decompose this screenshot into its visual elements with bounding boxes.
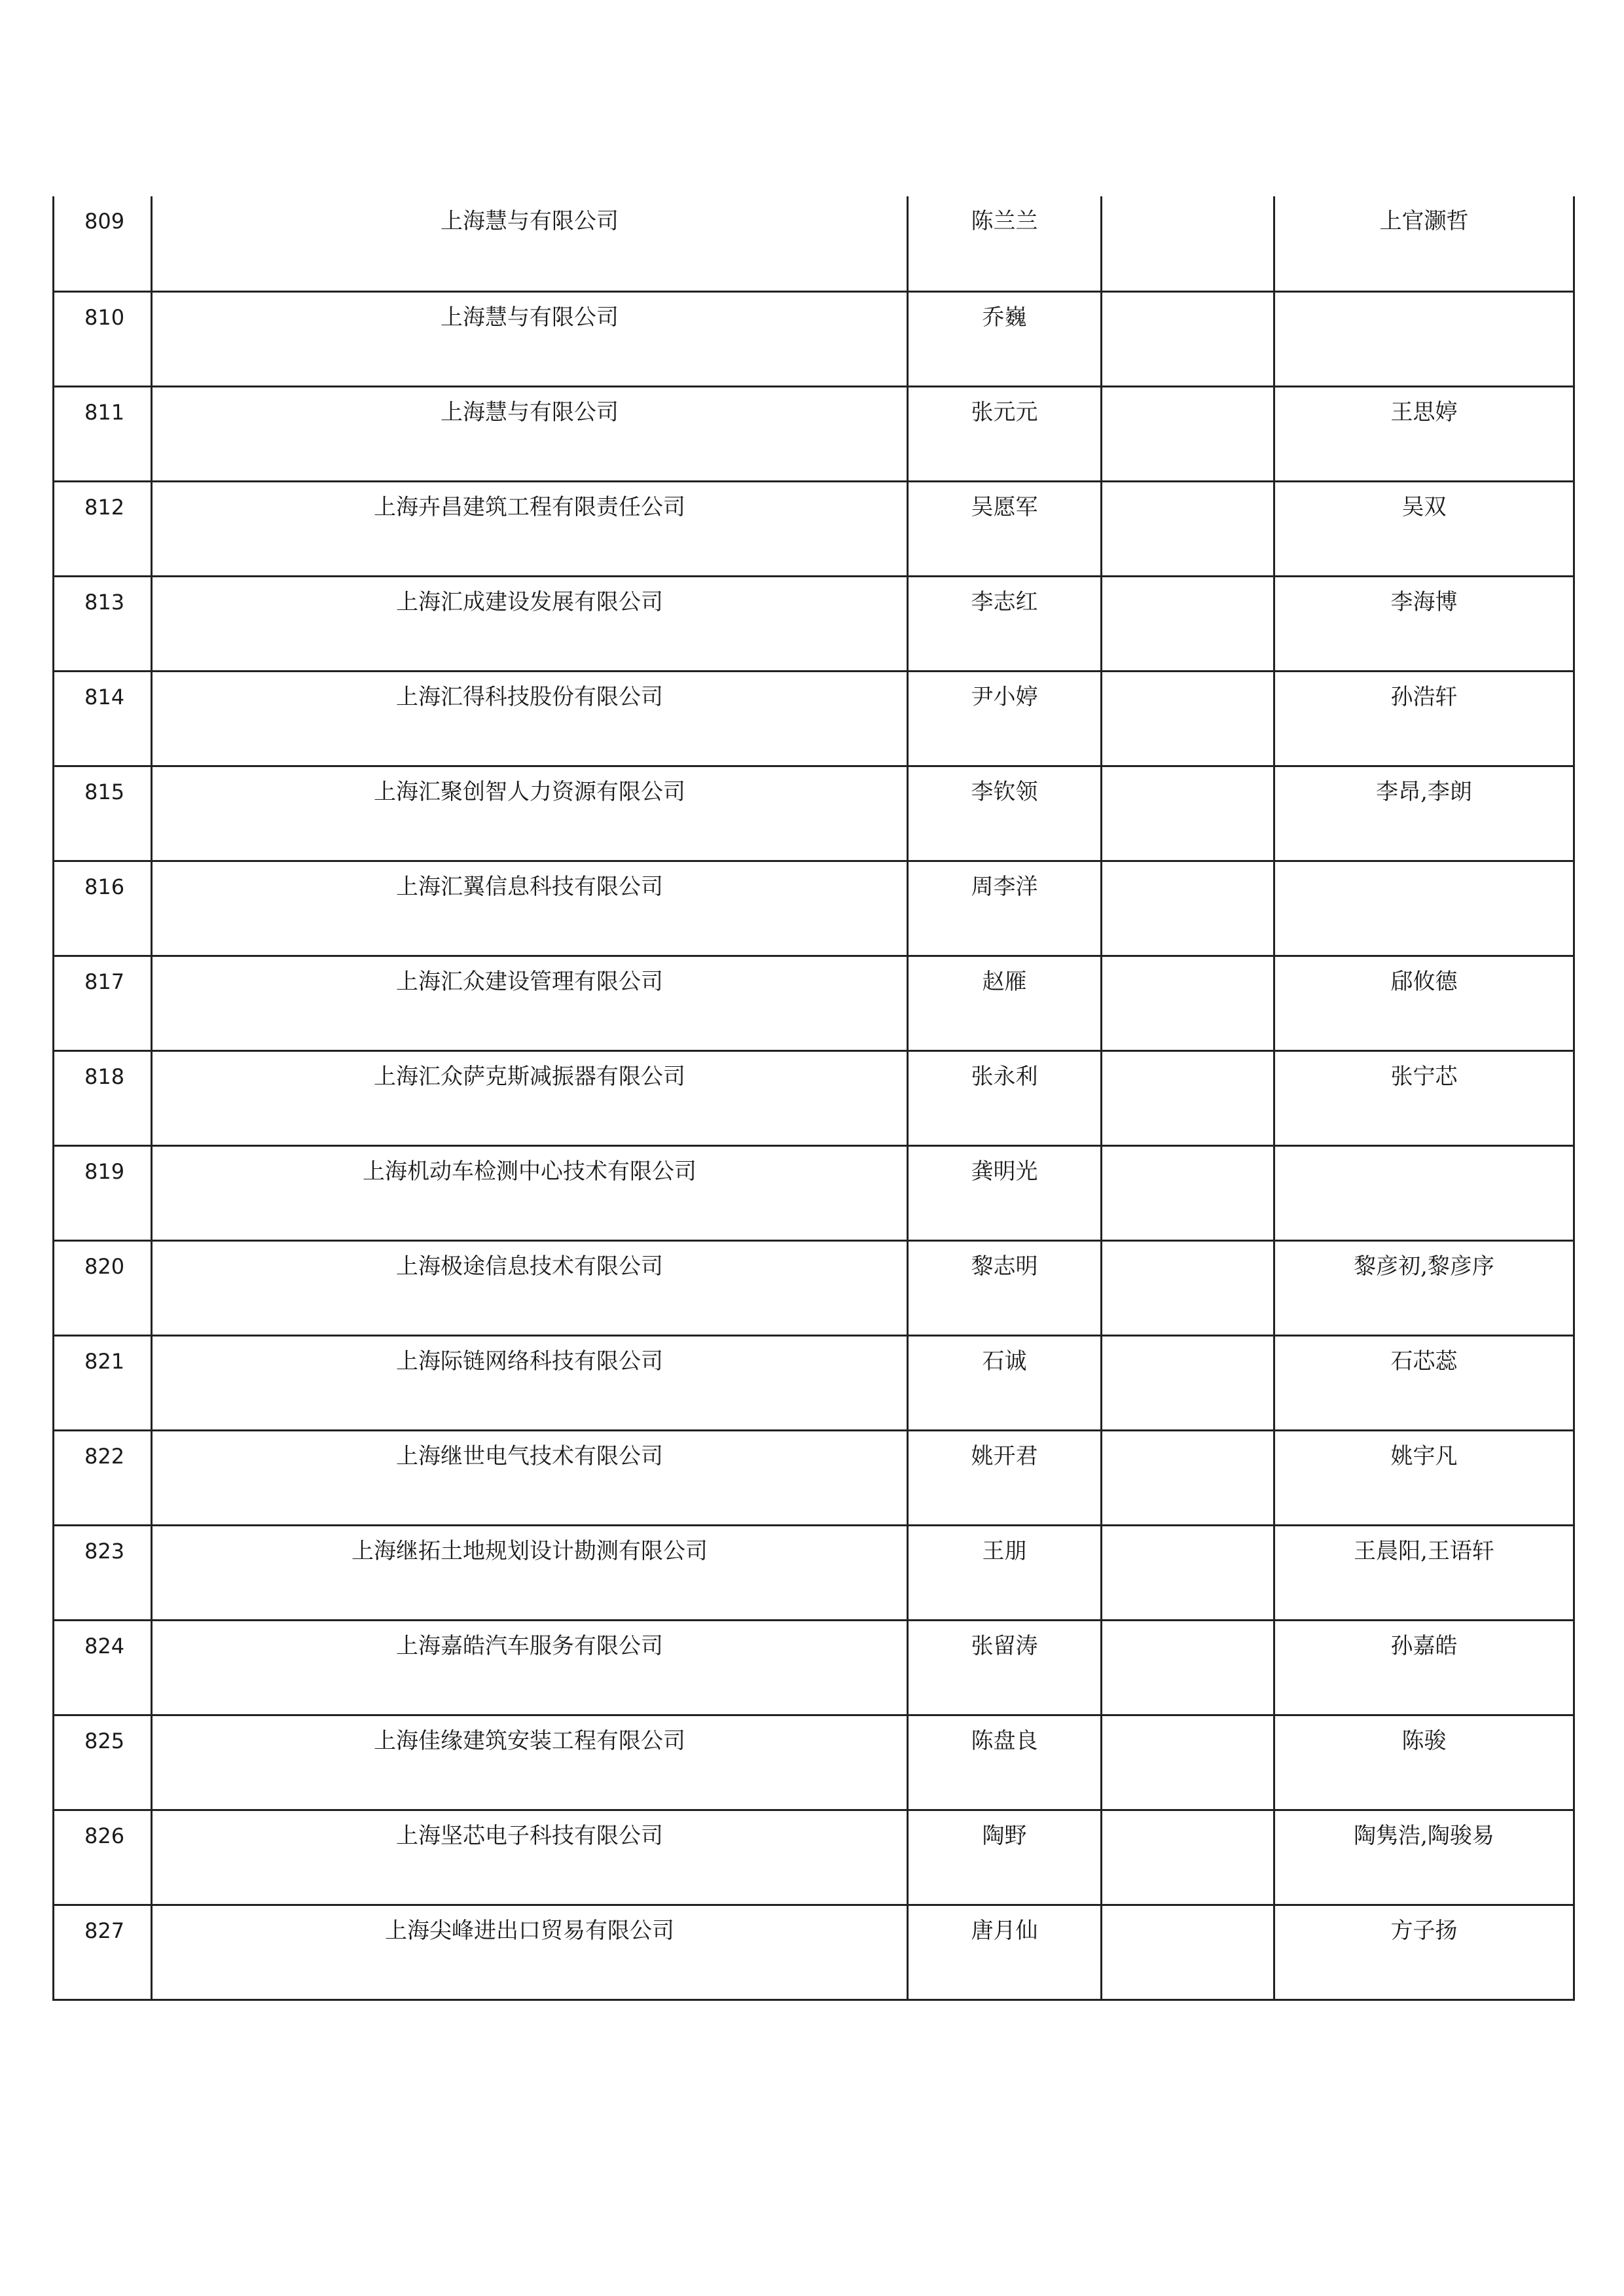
empty-cell [1102,1810,1274,1905]
person-name-cell: 王朋 [908,1525,1102,1620]
company-name-cell: 上海继世电气技术有限公司 [152,1430,908,1525]
company-name-cell: 上海汇众萨克斯减振器有限公司 [152,1050,908,1145]
person-name-cell: 李钦领 [908,766,1102,861]
family-members-cell: 李海博 [1274,576,1574,671]
company-name-cell: 上海际链网络科技有限公司 [152,1335,908,1430]
roster-table-body [54,196,1574,2000]
person-name-cell: 李志红 [908,576,1102,671]
person-name-cell: 陈盘良 [908,1715,1102,1810]
empty-cell [1102,386,1274,481]
family-members-cell: 孙浩轩 [1274,671,1574,766]
family-members-cell: 李昂,李朗 [1274,766,1574,861]
table-row [54,291,1574,386]
family-members-cell: 上官灏哲 [1274,196,1574,291]
document-sheet [52,196,1573,2001]
family-members-cell [1274,1145,1574,1240]
row-number-cell: 818 [54,1050,152,1145]
person-name-cell: 张元元 [908,386,1102,481]
roster-table [52,196,1575,2001]
family-members-cell: 陈骏 [1274,1715,1574,1810]
row-number-cell: 821 [54,1335,152,1430]
family-members-cell: 王思婷 [1274,386,1574,481]
person-name-cell: 赵雁 [908,956,1102,1050]
person-name-cell: 龚明光 [908,1145,1102,1240]
table-row [54,1715,1574,1810]
family-members-cell: 方子扬 [1274,1905,1574,2000]
person-name-cell: 石诚 [908,1335,1102,1430]
company-name-cell: 上海汇成建设发展有限公司 [152,576,908,671]
person-name-cell: 周李洋 [908,861,1102,956]
row-number-cell: 822 [54,1430,152,1525]
row-number-cell: 817 [54,956,152,1050]
company-name-cell: 上海汇众建设管理有限公司 [152,956,908,1050]
table-row [54,196,1574,291]
empty-cell [1102,956,1274,1050]
family-members-cell: 郈攸德 [1274,956,1574,1050]
row-number-cell: 820 [54,1240,152,1335]
row-number-cell: 813 [54,576,152,671]
table-row [54,1810,1574,1905]
company-name-cell: 上海嘉皓汽车服务有限公司 [152,1620,908,1715]
person-name-cell: 张留涛 [908,1620,1102,1715]
company-name-cell: 上海汇得科技股份有限公司 [152,671,908,766]
table-row [54,481,1574,576]
person-name-cell: 唐月仙 [908,1905,1102,2000]
person-name-cell: 乔巍 [908,291,1102,386]
row-number-cell: 823 [54,1525,152,1620]
empty-cell [1102,1905,1274,2000]
company-name-cell: 上海极途信息技术有限公司 [152,1240,908,1335]
company-name-cell: 上海慧与有限公司 [152,196,908,291]
table-row [54,1430,1574,1525]
row-number-cell: 816 [54,861,152,956]
empty-cell [1102,196,1274,291]
person-name-cell: 陈兰兰 [908,196,1102,291]
person-name-cell: 陶野 [908,1810,1102,1905]
table-row [54,861,1574,956]
empty-cell [1102,1335,1274,1430]
empty-cell [1102,481,1274,576]
row-number-cell: 825 [54,1715,152,1810]
table-row [54,1335,1574,1430]
table-row [54,1905,1574,2000]
company-name-cell: 上海汇翼信息科技有限公司 [152,861,908,956]
empty-cell [1102,1525,1274,1620]
row-number-cell: 809 [54,196,152,291]
empty-cell [1102,1620,1274,1715]
empty-cell [1102,1430,1274,1525]
family-members-cell: 张宁芯 [1274,1050,1574,1145]
table-row [54,1620,1574,1715]
person-name-cell: 张永利 [908,1050,1102,1145]
row-number-cell: 811 [54,386,152,481]
person-name-cell: 姚开君 [908,1430,1102,1525]
row-number-cell: 826 [54,1810,152,1905]
company-name-cell: 上海汇聚创智人力资源有限公司 [152,766,908,861]
company-name-cell: 上海机动车检测中心技术有限公司 [152,1145,908,1240]
person-name-cell: 吴愿军 [908,481,1102,576]
family-members-cell: 石芯蕊 [1274,1335,1574,1430]
person-name-cell: 尹小婷 [908,671,1102,766]
empty-cell [1102,1050,1274,1145]
family-members-cell: 陶隽浩,陶骏易 [1274,1810,1574,1905]
table-row [54,1525,1574,1620]
empty-cell [1102,1715,1274,1810]
table-row [54,386,1574,481]
row-number-cell: 814 [54,671,152,766]
family-members-cell: 孙嘉皓 [1274,1620,1574,1715]
company-name-cell: 上海尖峰进出口贸易有限公司 [152,1905,908,2000]
company-name-cell: 上海继拓土地规划设计勘测有限公司 [152,1525,908,1620]
family-members-cell: 黎彦初,黎彦序 [1274,1240,1574,1335]
row-number-cell: 827 [54,1905,152,2000]
family-members-cell: 吴双 [1274,481,1574,576]
table-row [54,671,1574,766]
company-name-cell: 上海佳缘建筑安装工程有限公司 [152,1715,908,1810]
empty-cell [1102,1145,1274,1240]
row-number-cell: 810 [54,291,152,386]
company-name-cell: 上海慧与有限公司 [152,386,908,481]
family-members-cell [1274,291,1574,386]
empty-cell [1102,291,1274,386]
family-members-cell [1274,861,1574,956]
empty-cell [1102,766,1274,861]
table-row [54,1050,1574,1145]
table-row [54,766,1574,861]
empty-cell [1102,671,1274,766]
row-number-cell: 819 [54,1145,152,1240]
table-row [54,1240,1574,1335]
company-name-cell: 上海慧与有限公司 [152,291,908,386]
row-number-cell: 815 [54,766,152,861]
person-name-cell: 黎志明 [908,1240,1102,1335]
empty-cell [1102,1240,1274,1335]
company-name-cell: 上海卉昌建筑工程有限责任公司 [152,481,908,576]
family-members-cell: 姚宇凡 [1274,1430,1574,1525]
table-row [54,956,1574,1050]
family-members-cell: 王晨阳,王语轩 [1274,1525,1574,1620]
empty-cell [1102,576,1274,671]
row-number-cell: 812 [54,481,152,576]
row-number-cell: 824 [54,1620,152,1715]
company-name-cell: 上海坚芯电子科技有限公司 [152,1810,908,1905]
table-row [54,1145,1574,1240]
table-row [54,576,1574,671]
empty-cell [1102,861,1274,956]
